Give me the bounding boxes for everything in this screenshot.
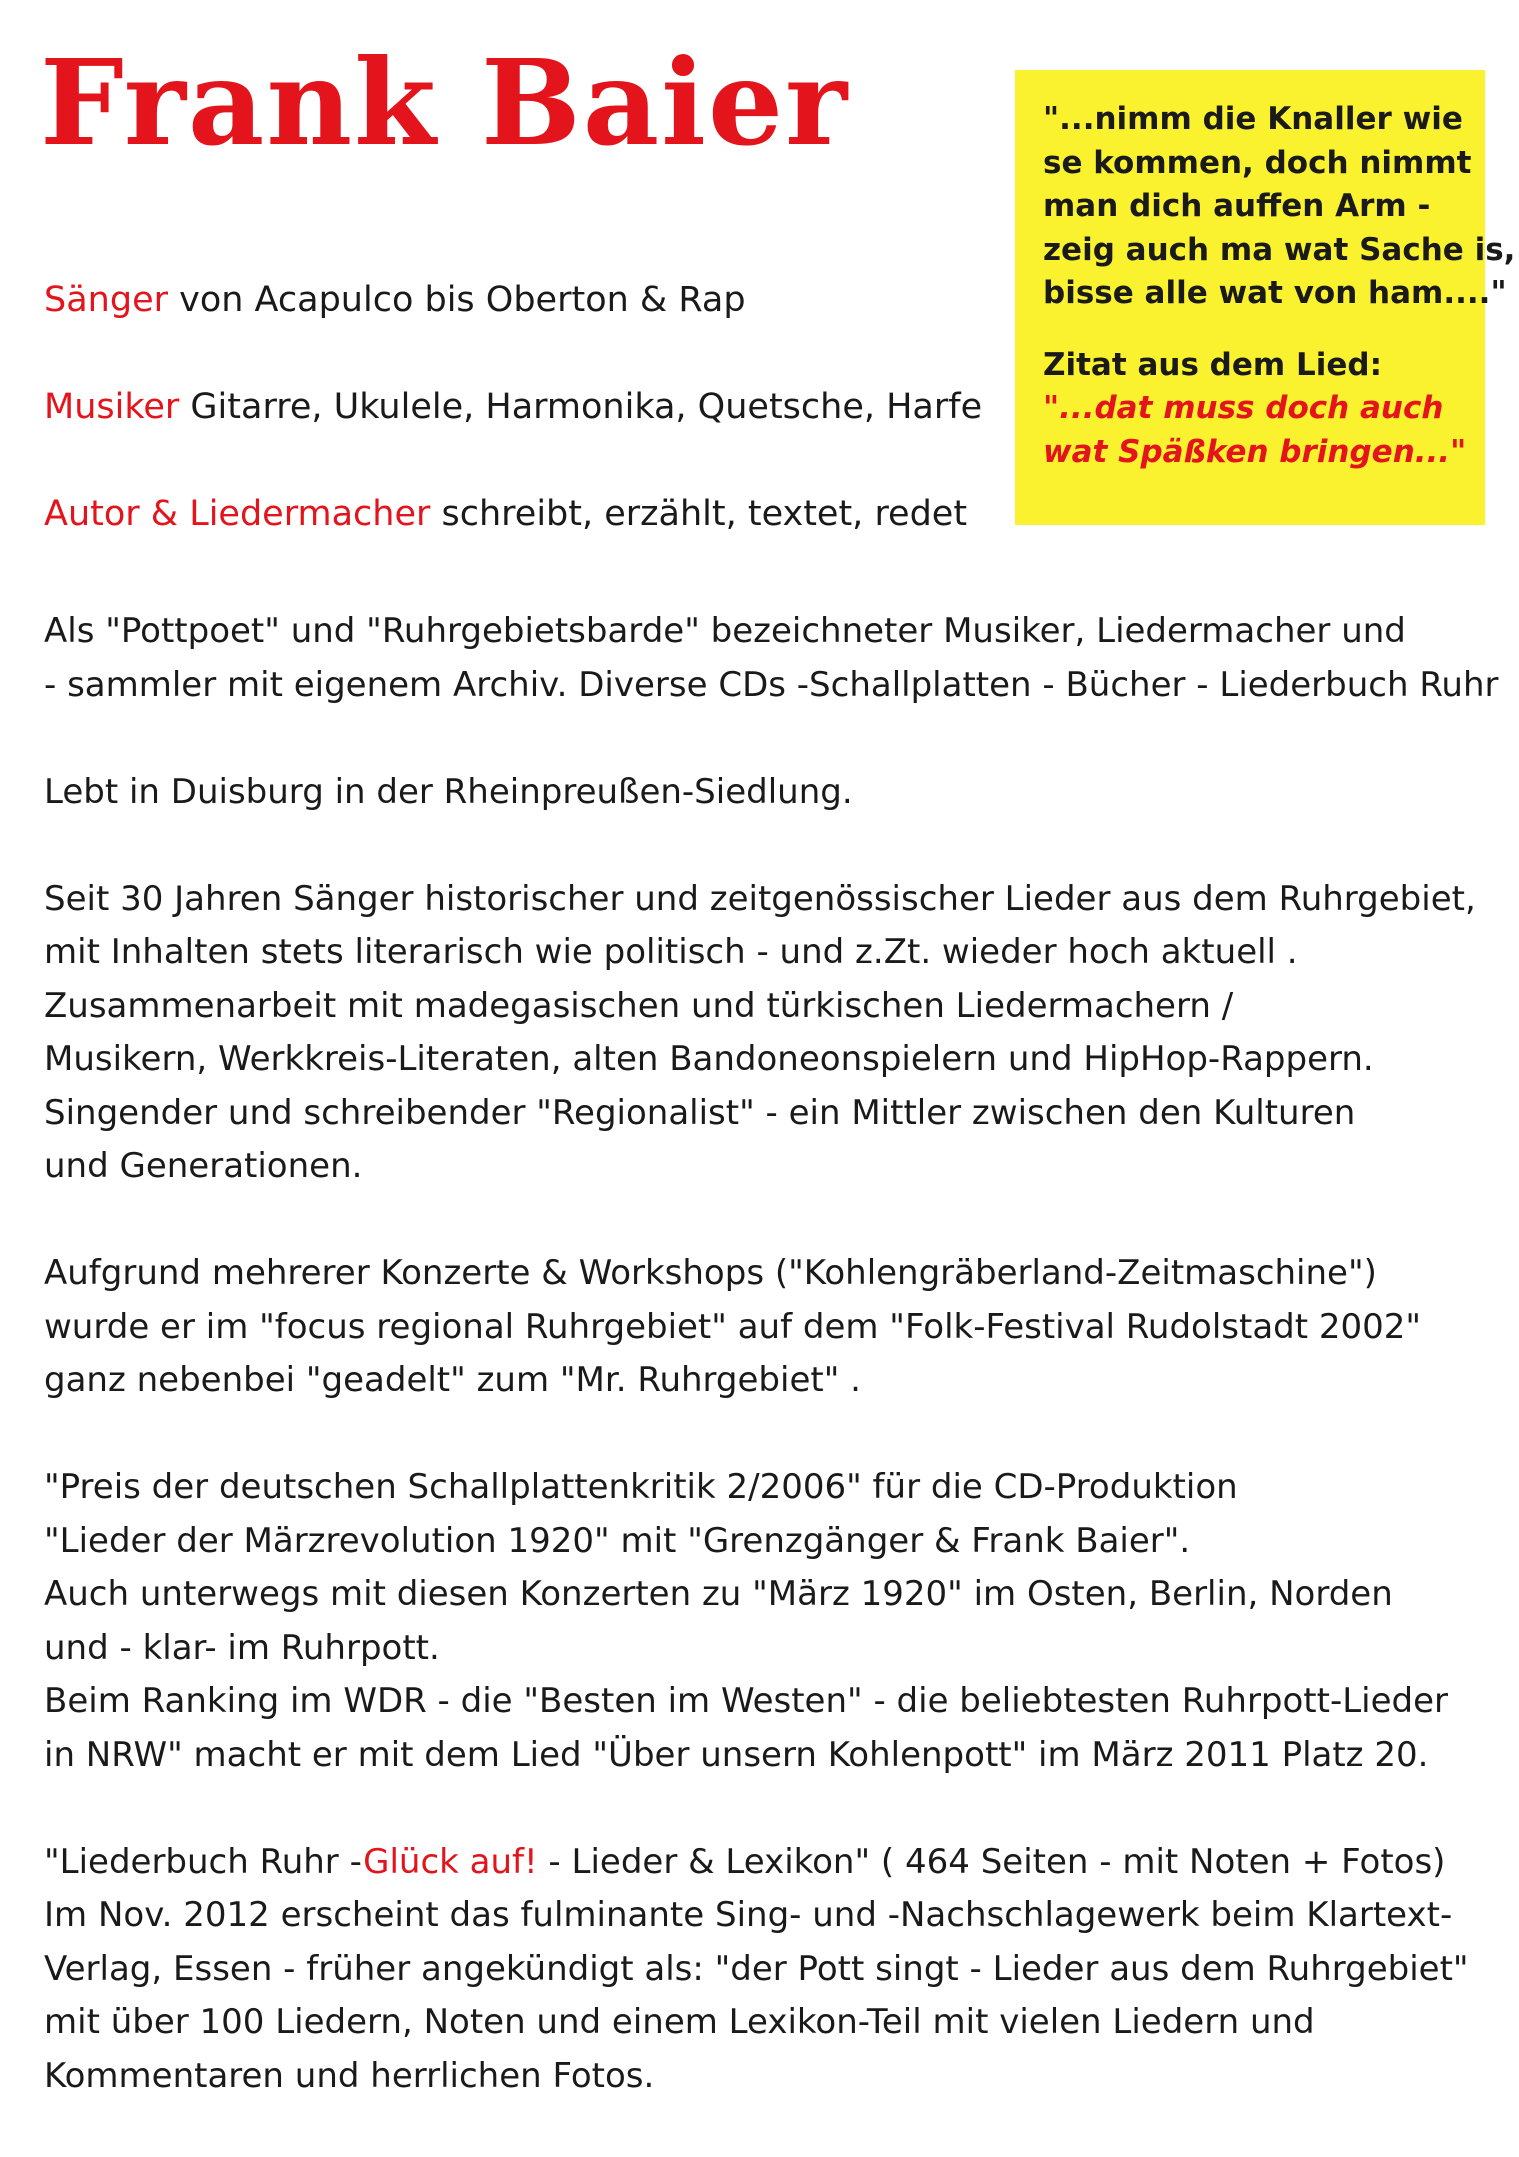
role-description: Gitarre, Ukulele, Harmonika, Quetsche, Harfe (179, 387, 983, 427)
page-title: Frank Baier (40, 33, 850, 172)
text-line (44, 1836, 1494, 1890)
text-line: Zusammenarbeit mit madegasischen und türkischen Liedermachern / (44, 985, 1234, 1026)
paragraph-songbook (44, 1836, 1494, 2104)
text-line: Im Nov. 2012 erscheint das fulminante Sing- und -Nachschlagewerk beim Klartext- (44, 1895, 1453, 1935)
biography-text (44, 605, 1499, 2157)
quote-song-title: wat Späßken bringen..." (1043, 433, 1467, 470)
quote-box (1015, 70, 1516, 525)
songbook-title-start: "Liederbuch Ruhr - (44, 1841, 364, 1882)
text-line: mit über 100 Liedern, Noten und einem Lexikon-Teil mit vielen Liedern und (44, 2002, 1315, 2042)
text-line: Musikern, Werkkreis-Literaten, alten Bandoneonspielern und HipHop-Rappern. (44, 1039, 1374, 1079)
quote-line: man dich auffen Arm - (1043, 188, 1431, 224)
text-line: und - klar- im Ruhrpott. (44, 1627, 440, 1668)
text-line: mit Inhalten stets literarisch wie politisch - und z.Zt. wieder hoch aktuell . (44, 932, 1298, 972)
role-label: Sänger (44, 280, 168, 320)
role-description: schreibt, erzählt, textet, redet (430, 494, 968, 534)
text-line: - sammler mit eigenem Archiv. Diverse CDs -Schallplatten - Bücher - Liederbuch Ruhr (44, 664, 1499, 705)
text-line: "Lieder der Märzrevolution 1920" mit "Grenzgänger & Frank Baier". (44, 1520, 1191, 1561)
text-line: ganz nebenbei "geadelt" zum "Mr. Ruhrgebiet" . (44, 1360, 861, 1400)
roles-list (44, 280, 982, 534)
text-line: Auch unterwegs mit diesen Konzerten zu "März 1920" im Osten, Berlin, Norden (44, 1574, 1393, 1614)
text-line: Als "Pottpoet" und "Ruhrgebietsbarde" bezeichneter Musiker, Liedermacher und (44, 611, 1406, 651)
glueck-auf-highlight: Glück auf! (363, 1841, 538, 1882)
text-line: Beim Ranking im WDR - die "Besten im Westen" - die beliebtesten Ruhrpott-Lieder (44, 1681, 1449, 1721)
text-line: Lebt in Duisburg in der Rheinpreußen-Siedlung. (44, 771, 853, 812)
quote-line: bisse alle wat von ham...." (1043, 275, 1507, 311)
quote-line: se kommen, doch nimmt (1043, 144, 1472, 181)
paragraph-festival (44, 1247, 1494, 1408)
text-line: "Preis der deutschen Schallplattenkritik 2/2006" für die CD-Produktion (44, 1467, 1238, 1507)
text-line: Singender und schreibender "Regionalist" - ein Mittler zwischen den Kulturen (44, 1092, 1356, 1133)
paragraph-career (44, 873, 1494, 1194)
quote-citation-label: Zitat aus dem Lied: (1043, 346, 1382, 383)
role-singer (44, 280, 982, 320)
paragraph-intro (44, 605, 1499, 712)
text-line: Verlag, Essen - früher angekündigt als: "der Pott singt - Lieder aus dem Ruhrgebiet" (44, 1948, 1469, 1989)
text-line: Kommentaren und herrlichen Fotos. (44, 2055, 655, 2096)
quote-line: "...nimm die Knaller wie (1043, 101, 1463, 137)
text-line: wurde er im "focus regional Ruhrgebiet" auf dem "Folk-Festival Rudolstadt 2002" (44, 1306, 1422, 1347)
text-line: und Generationen. (44, 1146, 363, 1186)
paragraph-residence (44, 766, 1494, 820)
text-line: Aufgrund mehrerer Konzerte & Workshops ("Kohlengräberland-Zeitmaschine") (44, 1253, 1377, 1293)
quote-spacer (1043, 316, 1475, 344)
role-musician (44, 387, 982, 427)
role-author (44, 494, 982, 534)
paragraph-awards (44, 1461, 1494, 1782)
songbook-title-end: - Lieder & Lexikon" ( 464 Seiten - mit Noten + Fotos) (537, 1841, 1446, 1882)
text-line: in NRW" macht er mit dem Lied "Über unsern Kohlenpott" im März 2011 Platz 20. (44, 1734, 1429, 1775)
quote-song-title: "...dat muss doch auch (1043, 390, 1444, 426)
role-label: Musiker (44, 387, 180, 427)
role-label: Autor & Liedermacher (44, 494, 431, 534)
text-line: Seit 30 Jahren Sänger historischer und zeitgenössischer Lieder aus dem Ruhrgebiet, (44, 878, 1476, 919)
quote-line: zeig auch ma wat Sache is, (1043, 231, 1516, 268)
role-description: von Acapulco bis Oberton & Rap (168, 280, 746, 320)
